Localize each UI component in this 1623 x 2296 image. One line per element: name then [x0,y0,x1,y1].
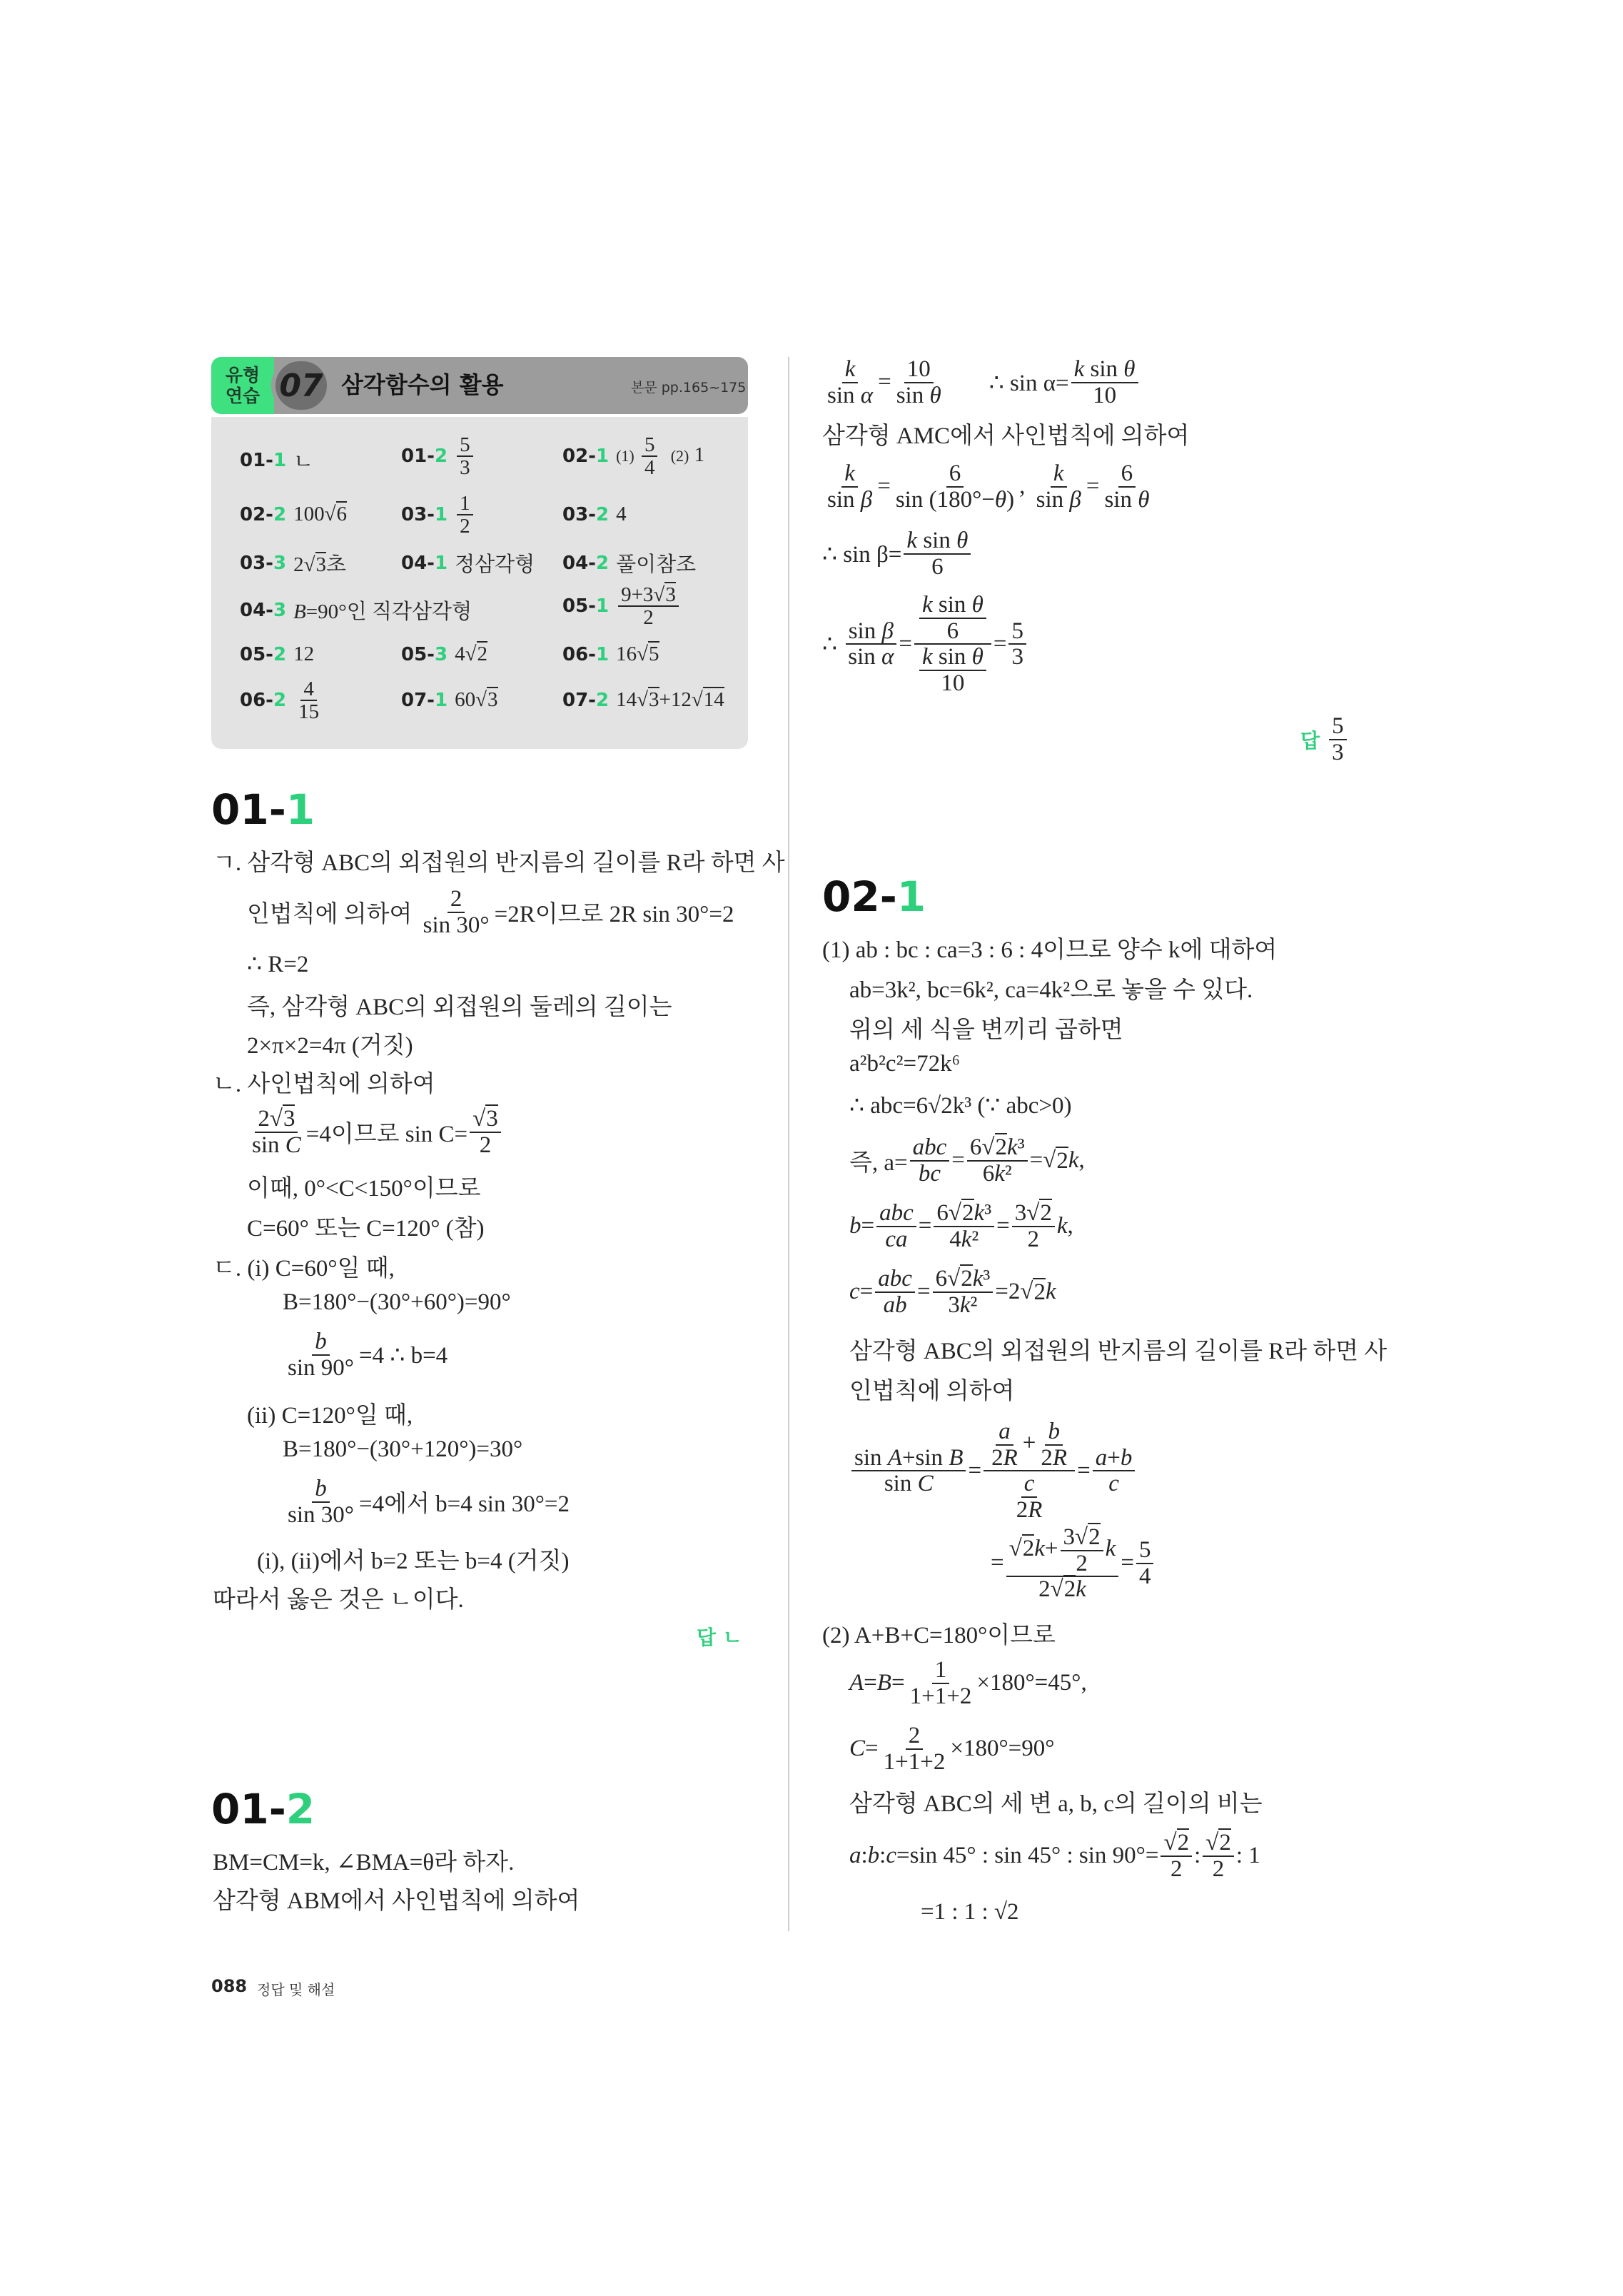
type-practice-tag [211,357,274,414]
tag-line2: 연습 [225,386,261,406]
answer-item: 07-1 60√3 [401,688,498,711]
chapter-number: 07 [279,367,323,404]
solution-line: = √2k+ $\frac{3√2}{2}$ k 2√2k = $\frac{5}{4}$ [991,1525,1156,1602]
solution-line: 즉, a= $\frac{\text{abc}}{bc}$ = $\frac{\text{6√2k³}}{\text{6k²}}$ =√ 2 k , [849,1134,1085,1187]
solution-line: 삼각형 ABC의 외접원의 반지름의 길이를 R라 하면 사 [849,1339,1387,1364]
solution-line: (1) ab : bc : ca=3 : 6 : 4이므로 양수 k에 대하여 [822,937,1278,963]
solution-line: B=180°−(30°+120°)=30° [283,1436,523,1462]
answer-item: 02-1 (1) $\frac{5}{4}$ (2) 1 [562,433,705,480]
section-heading-02-1: 02-1 [822,872,926,921]
answer-item: 01-2 $\frac{5}{3}$ [401,434,475,479]
section-heading-01-2: 01-2 [211,1785,315,1833]
solution-line: ㄷ. (i) C=60°일 때, [213,1256,395,1282]
tag-line1: 유형 [225,365,261,386]
answer-item: 03-2 4 [562,503,627,525]
answer-item [240,445,313,475]
solution-line: 인법칙에 의하여 [849,1379,1015,1404]
column-divider [788,357,789,1931]
answer-item: 03-3 2√3초 [240,552,347,576]
answer-item: 07-2 14√3+12√14 [562,688,724,711]
solution-line: 위의 세 식을 변끼리 곱하면 [849,1017,1123,1043]
solution-line: ab=3k², bc=6k², ca=4k²으로 놓을 수 있다. [849,977,1253,1003]
answer-mark: 답 ㄴ [697,1626,742,1649]
answer-item: 06-1 16√5 [562,643,659,665]
solution-line: 따라서 옳은 것은 ㄴ이다. [213,1587,464,1613]
answer-item: 02-2 100√6 [240,503,347,525]
solution-line: a : b : c =sin 45° : sin 45° : sin 90°= $\frac{√2}{2}$ : $\frac{√2}{2}$ : 1 [849,1830,1260,1882]
solution-line: ∴ sin β= $\frac{\text{k sin θ}}{6}$ [822,528,973,579]
solution-line: BM=CM=k, ∠BMA=θ라 하자. [213,1850,515,1875]
answer-summary-box [211,417,748,749]
answer-item: 04-2 풀이참조 [562,552,697,576]
answer-item: 05-1 $\frac{9+3√3}{2}$ [562,584,681,629]
solution-line: ∴ $\frac{\text{sin β}}{\text{sin α}}$ = $\frac{\frac{\text{k sin θ}}{6}}{\frac{\text{k sin θ}}{10}}$ = $\frac{5}{3}$ [822,593,1028,696]
answer-label: 02-1 [562,445,610,468]
answer-item: 04-1 정삼각형 [401,552,535,576]
solution-line: $\frac{b}{\sin 30^\circ}$ =4에서 b=4 sin 30°=2 [288,1476,570,1528]
solution-line: ㄱ. 삼각형 ABC의 외접원의 반지름의 길이를 R라 하면 사 [213,850,785,876]
solution-line: $\frac{b}{\sin 90^\circ}$ =4 ∴ b=4 [288,1329,448,1381]
solution-line: (i), (ii)에서 b=2 또는 b=4 (거짓) [257,1549,570,1574]
solution-line: $\frac{\text{sin A+sin B}}{\text{sin C}}$ = $\frac{a}{2R}$ + $\frac{b}{2R}$ $\frac{c}{2R}$ = $\frac{a+b}{c}$ [849,1419,1137,1523]
answer-label: 01-1 [240,449,287,471]
solution-line: 인법칙에 의하여 $\frac{2}{\sin 30^\circ}$ =2R이므로 2R sin 30°=2 [247,886,734,938]
solution-line: 2×π×2=4π (거짓) [247,1033,413,1059]
solution-line: 즉, 삼각형 ABC의 외접원의 둘레의 길이는 [247,995,672,1020]
solution-line: (ii) C=120°일 때, [247,1403,413,1429]
solution-line: a²b²c²=72k⁶ [849,1051,961,1077]
answer-label: 01-2 [401,445,448,468]
solution-line: ∴ R=2 [247,952,309,977]
chapter-title: 삼각함수의 활용 [341,371,504,398]
solution-line: b = $\frac{\text{abc}}{ca}$ = $\frac{\text{6√2k³}}{\text{4k²}}$ = $\frac{3√2}{2}$ k , [849,1200,1073,1252]
section-heading-01-1: 01-1 [211,785,315,834]
solution-line: $\frac{k}{\text{sin α}}$ = $\frac{10}{\text{sin θ}}$ ∴ sin α= $\frac{\text{k sin θ}}{10}$ [822,357,1141,408]
solution-line: c = $\frac{\text{abc}}{ab}$ = $\frac{\text{6√2k³}}{\text{3k²}}$ =2√ 2 k [849,1266,1056,1318]
solution-line: ∴ abc=6√2k³ (∵ abc>0) [849,1093,1072,1119]
solution-line: =1 : 1 : √2 [921,1899,1019,1925]
solution-line: 삼각형 ABC의 세 변 a, b, c의 길이의 비는 [849,1791,1263,1817]
page-number: 088 [211,1976,248,1996]
solution-line: $\frac{2√3}{\text{sin C}}$ =4이므로 sin C= $\frac{√3}{2}$ [247,1107,503,1157]
solution-line: A = B = $\frac{1}{1+1+2}$ ×180°=45°, [849,1657,1087,1709]
solution-line: 삼각형 ABM에서 사인법칙에 의하여 [213,1888,580,1914]
solution-line: ㄴ. 사인법칙에 의하여 [213,1072,435,1097]
solution-line: C=60° 또는 C=120° (참) [247,1216,485,1242]
solution-line: $\frac{k}{\text{sin β}}$ = $\frac{6}{\sin (180^\circ-\theta)}$ , $\frac{k}{\text{sin β}}$ = $\frac{6}{\text{sin θ}}$ [827,460,1150,513]
answer-item: 05-2 12 [240,643,315,665]
solution-line: (2) A+B+C=180°이므로 [822,1623,1056,1648]
chapter-badge [271,357,331,414]
answer-item: 06-2 $\frac{4}{15}$ [240,678,320,724]
page-reference: 본문 pp.165~175 [631,380,747,396]
answer-item: 04-3 B=90°인 직각삼각형 [240,599,472,623]
answer-item: 05-3 4√2 [401,643,487,665]
answer-mark: 답 $\frac{5}{3}$ [1300,714,1349,765]
answer-item: 03-1 $\frac{1}{2}$ [401,493,475,538]
solution-line: C = $\frac{2}{1+1+2}$ ×180°=90° [849,1723,1055,1775]
footer-text: 정답 및 해설 [257,1981,335,1998]
solution-line: 이때, 0°<C<150°이므로 [247,1176,481,1202]
solution-line: 삼각형 AMC에서 사인법칙에 의하여 [822,423,1190,449]
solution-line: B=180°−(30°+60°)=90° [283,1289,511,1315]
answer-value: ㄴ [293,450,314,473]
